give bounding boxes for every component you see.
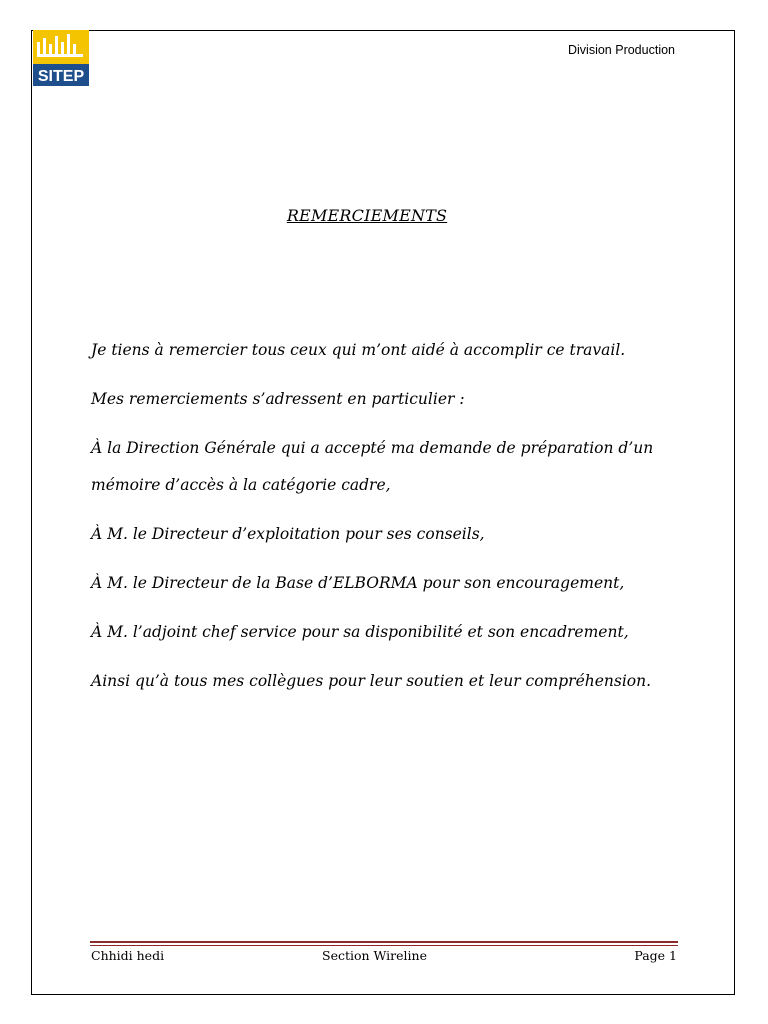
header-division: Division Production: [568, 43, 675, 57]
sitep-logo: [33, 30, 89, 86]
paragraph: À la Direction Générale qui a accepté ma demande de préparation d’un mémoire d’accès à la catégorie cadre,: [91, 439, 654, 494]
footer-page-number: Page 1: [634, 948, 677, 963]
paragraph: À M. le Directeur d’exploitation pour ses conseils,: [91, 525, 485, 543]
acknowledgement-body: [91, 332, 691, 712]
footer-author: Chhidi hedi: [91, 948, 165, 963]
paragraph: Je tiens à remercier tous ceux qui m’ont aidé à accomplir ce travail.: [91, 341, 626, 359]
footer-section: Section Wireline: [322, 948, 427, 963]
paragraph: Ainsi qu’à tous mes collègues pour leur soutien et leur compréhension.: [91, 672, 652, 690]
footer-rule-thin: [90, 945, 678, 946]
page-title: REMERCIEMENTS: [286, 206, 448, 225]
paragraph: Mes remerciements s’adressent en particulier :: [91, 390, 465, 408]
footer-rule: [90, 941, 678, 943]
paragraph: À M. l’adjoint chef service pour sa disponibilité et son encadrement,: [91, 623, 629, 641]
svg-text:SITEP: SITEP: [37, 68, 85, 85]
paragraph: À M. le Directeur de la Base d’ELBORMA pour son encouragement,: [91, 574, 625, 592]
